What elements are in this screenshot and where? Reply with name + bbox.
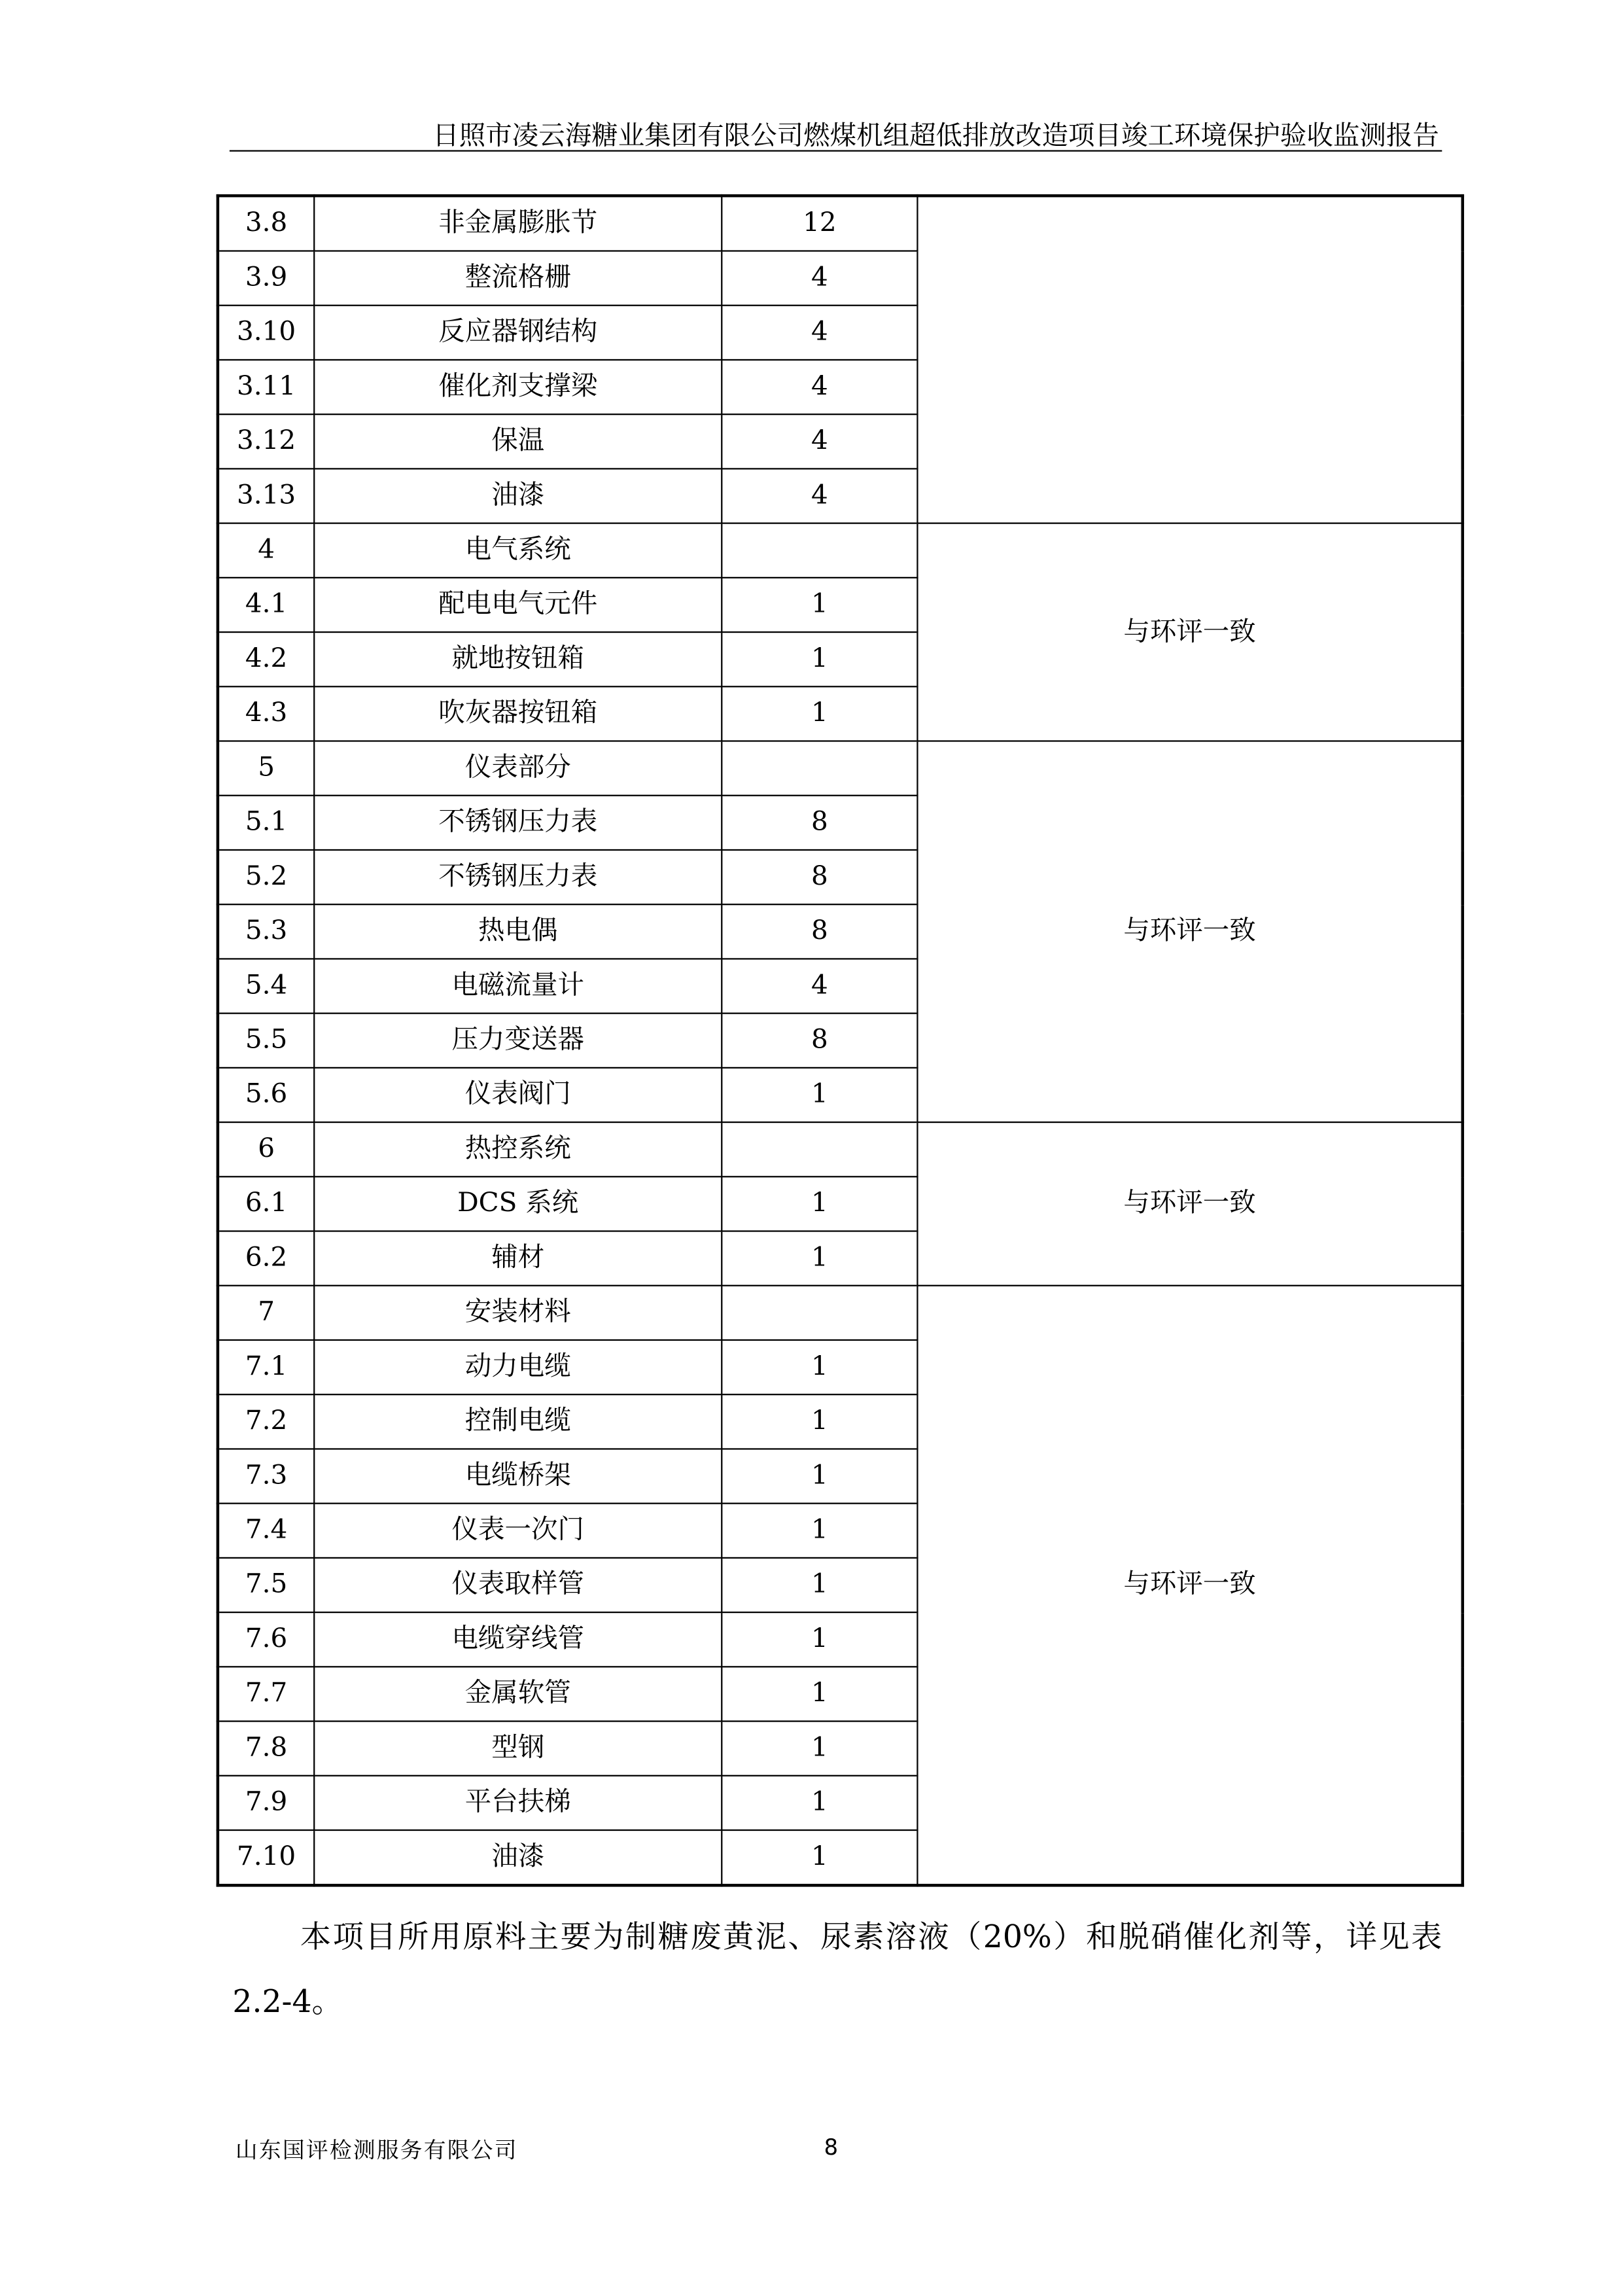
row-number: 3.9 [218,251,314,306]
item-name: 辅材 [314,1231,722,1286]
item-quantity: 4 [722,414,917,468]
item-quantity: 4 [722,306,917,360]
item-quantity: 1 [722,1504,917,1558]
row-number: 6.1 [218,1176,314,1231]
item-quantity: 8 [722,1014,917,1068]
row-number: 7.5 [218,1558,314,1612]
item-quantity: 1 [722,1558,917,1612]
row-number: 5.3 [218,904,314,959]
item-quantity: 4 [722,360,917,414]
row-number: 4 [218,523,314,578]
item-name: 仪表阀门 [314,1068,722,1122]
row-number: 4.3 [218,686,314,741]
item-name: 非金属膨胀节 [314,196,722,251]
row-number: 5 [218,741,314,796]
row-number: 7.6 [218,1612,314,1667]
item-name: 油漆 [314,1830,722,1885]
item-name: 压力变送器 [314,1014,722,1068]
item-name: 仪表一次门 [314,1504,722,1558]
row-number: 7.8 [218,1722,314,1776]
remark-cell: 与环评一致 [917,741,1462,1123]
remark-cell: 与环评一致 [917,1122,1462,1286]
item-name: 不锈钢压力表 [314,850,722,904]
remark-cell: 与环评一致 [917,1286,1462,1886]
remark-cell [917,196,1462,523]
item-name: 仪表部分 [314,741,722,796]
item-quantity: 8 [722,850,917,904]
row-number: 5.1 [218,796,314,850]
item-quantity: 1 [722,1722,917,1776]
row-number: 7.1 [218,1340,314,1394]
item-quantity: 1 [722,1068,917,1122]
item-quantity: 4 [722,251,917,306]
row-number: 5.2 [218,850,314,904]
row-number: 3.12 [218,414,314,468]
item-quantity: 8 [722,796,917,850]
item-name: 反应器钢结构 [314,306,722,360]
item-name: 整流格栅 [314,251,722,306]
row-number: 3.8 [218,196,314,251]
table-row [218,196,1463,251]
footer-company: 山东国评检测服务有限公司 [235,2136,518,2164]
item-quantity: 1 [722,1830,917,1885]
remark-cell: 与环评一致 [917,523,1462,741]
item-name: 电磁流量计 [314,959,722,1013]
row-number: 5.5 [218,1014,314,1068]
row-number: 3.11 [218,360,314,414]
item-name: 电缆桥架 [314,1449,722,1503]
item-name: 平台扶梯 [314,1776,722,1830]
row-number: 5.6 [218,1068,314,1122]
item-quantity: 1 [722,1612,917,1667]
item-name: 吹灰器按钮箱 [314,686,722,741]
equipment-table-container [217,194,1454,1887]
item-name: 安装材料 [314,1286,722,1340]
row-number: 3.13 [218,468,314,523]
item-name: 配电电气元件 [314,578,722,632]
row-number: 5.4 [218,959,314,1013]
item-quantity: 1 [722,632,917,686]
item-name: 热控系统 [314,1122,722,1176]
item-quantity: 1 [722,1667,917,1721]
row-number: 7 [218,1286,314,1340]
body-paragraph: 本项目所用原料主要为制糖废黄泥、尿素溶液（20%）和脱硝催化剂等，详见表2.2-4。 [232,1919,1442,2020]
row-number: 4.2 [218,632,314,686]
item-quantity: 1 [722,1231,917,1286]
row-number: 3.10 [218,306,314,360]
item-quantity: 12 [722,196,917,251]
table-row [218,741,1463,796]
item-name: DCS 系统 [314,1176,722,1231]
item-quantity: 4 [722,959,917,1013]
item-name: 不锈钢压力表 [314,796,722,850]
item-quantity: 1 [722,1176,917,1231]
item-name: 仪表取样管 [314,1558,722,1612]
row-number: 4.1 [218,578,314,632]
item-name: 型钢 [314,1722,722,1776]
item-quantity: 1 [722,1340,917,1394]
page-number: 8 [824,2134,839,2161]
item-name: 电缆穿线管 [314,1612,722,1667]
item-quantity: 1 [722,1394,917,1449]
row-number: 7.4 [218,1504,314,1558]
item-quantity [722,1122,917,1176]
item-name: 催化剂支撑梁 [314,360,722,414]
table-row [218,1286,1463,1340]
item-name: 热电偶 [314,904,722,959]
item-name: 电气系统 [314,523,722,578]
table-row [218,1122,1463,1176]
report-header-title: 日照市凌云海糖业集团有限公司燃煤机组超低排放改造项目竣工环境保护验收监测报告 [432,120,1439,152]
item-quantity: 1 [722,1449,917,1503]
row-number: 7.3 [218,1449,314,1503]
item-name: 控制电缆 [314,1394,722,1449]
row-number: 7.10 [218,1830,314,1885]
row-number: 7.2 [218,1394,314,1449]
item-quantity: 1 [722,686,917,741]
item-quantity [722,741,917,796]
item-quantity: 1 [722,578,917,632]
row-number: 7.9 [218,1776,314,1830]
item-quantity: 1 [722,1776,917,1830]
item-quantity: 4 [722,468,917,523]
row-number: 6 [218,1122,314,1176]
row-number: 7.7 [218,1667,314,1721]
header-rule [230,150,1442,151]
item-name: 保温 [314,414,722,468]
equipment-table [217,194,1464,1887]
item-quantity: 8 [722,904,917,959]
item-name: 金属软管 [314,1667,722,1721]
item-name: 油漆 [314,468,722,523]
item-name: 动力电缆 [314,1340,722,1394]
row-number: 6.2 [218,1231,314,1286]
item-quantity [722,523,917,578]
table-row [218,523,1463,578]
item-name: 就地按钮箱 [314,632,722,686]
item-quantity [722,1286,917,1340]
